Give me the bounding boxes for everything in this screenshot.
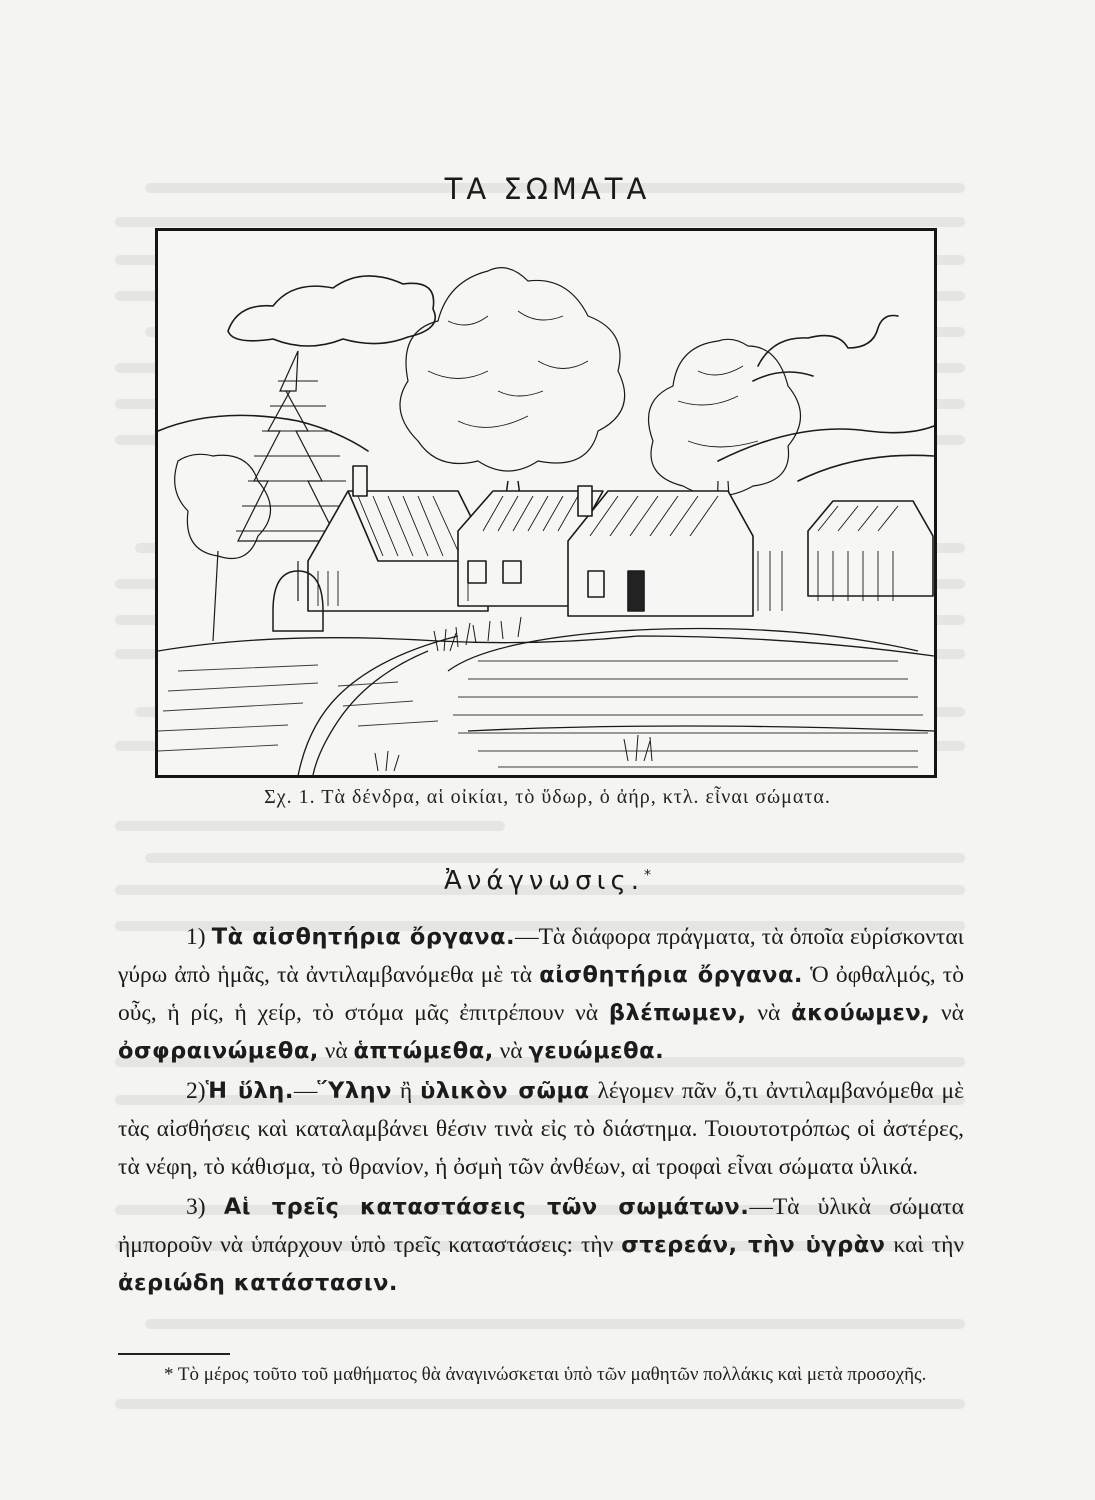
footnote-paragraph [118,1360,964,1389]
houses [308,466,933,616]
paragraph-text: —Τὰ ὑλικὰ σώματα ἠμποροῦν νὰ ὑπάρχουν ὑπὸ τρεῖς καταστάσεις: τὴν [118,1194,964,1258]
bold-term: ἀεριώδη κατάστασιν. [118,1270,398,1296]
hills [158,415,368,451]
paragraph-number: 1) [186,924,206,950]
paragraph-number: 3) [186,1194,206,1220]
cloud-right [758,316,898,367]
bold-term: ἁπτώμεθα, [353,1038,494,1064]
paragraph-title: Αἱ τρεῖς καταστάσεις τῶν σωμάτων. [223,1194,750,1220]
figure-illustration [155,228,937,778]
figure-caption: Σχ. 1. Τὰ δένδρα, αἱ οἰκίαι, τὸ ὕδωρ, ὁ ἀήρ, κτλ. εἶναι σώματα. [264,786,831,808]
paragraph-text: λέγομεν πᾶν ὅ,τι ἀντιλαμβανόμεθα μὲ τὰς αἰσθήσεις καὶ καταλαμβάνει θέσιν τινὰ εἰς τὸ διάστημα. Τοιουτοτρόπως οἱ ἀστέρες, τὰ νέφη, τὸ κάθισμα, τὸ θρανίον, ἡ ὀσμὴ τῶν ἀνθέων, αἱ τροφαὶ εἶναι σώματα ὑλικά. [118,1078,964,1180]
page-title: ΤΑ ΣΩΜΑΤΑ [444,172,651,206]
paragraph-text: — [293,1078,318,1104]
body-text [118,918,964,1302]
footnote-mark: * [643,867,651,884]
paragraph-text: νὰ [746,1000,792,1026]
paragraph-states [118,1188,964,1302]
paragraph-text: νὰ [318,1038,354,1064]
paragraph-text: Ὁ ὀφθαλμός, τὸ οὖς, ἡ ρίς, ἡ χείρ, τὸ στόμα μᾶς ἐπιτρέπουν νὰ [118,962,964,1026]
bold-term: στερεάν, τὴν ὑγρὰν [621,1232,886,1258]
section-heading-text: Ἀνάγνωσις. [444,866,644,896]
paragraph-text: νὰ [493,1038,529,1064]
paragraph-matter [118,1072,964,1186]
paragraph-title: Τὰ αἰσθητήρια ὄργανα. [211,924,516,950]
village-sketch [158,231,934,775]
paragraph-text: —Τὰ διάφορα πράγματα, τὰ ὁποῖα εὑρίσκονται γύρω ἀπὸ ἡμᾶς, τὰ ἀντιλαμβανόμεθα μὲ τὰ [118,924,964,988]
footnote-mark: * [164,1364,174,1385]
bold-term: αἰσθητήρια ὄργανα. [539,962,803,988]
footnote [118,1360,964,1389]
footnote-divider [118,1353,230,1355]
bold-term: Ὕλην [317,1078,392,1104]
cloud-left [228,276,435,346]
paragraph-text: νὰ [930,1000,964,1026]
paragraph-number: 2) [186,1078,206,1104]
bold-term: ἀκούωμεν, [791,1000,931,1026]
paragraph-text: ἢ [391,1078,421,1104]
bold-term: βλέπωμεν, [608,1000,747,1026]
tree-left [175,454,271,641]
paragraph-text: καὶ τὴν [885,1232,964,1258]
section-heading [0,866,1095,896]
footnote-text: Τὸ μέρος τοῦτο τοῦ μαθήματος θὰ ἀναγινώσκεται ὑπὸ τῶν μαθητῶν πολλάκις καὶ μετὰ προσοχῆς. [177,1364,927,1385]
paragraph-sense-organs [118,918,964,1070]
paragraph-title: Ἡ ὕλη. [205,1078,294,1104]
bold-term: ὑλικὸν σῶμα [420,1078,590,1104]
ground [158,629,934,776]
bold-term: ὀσφραινώμεθα, [118,1038,319,1064]
bold-term: γευώμεθα. [528,1038,665,1064]
